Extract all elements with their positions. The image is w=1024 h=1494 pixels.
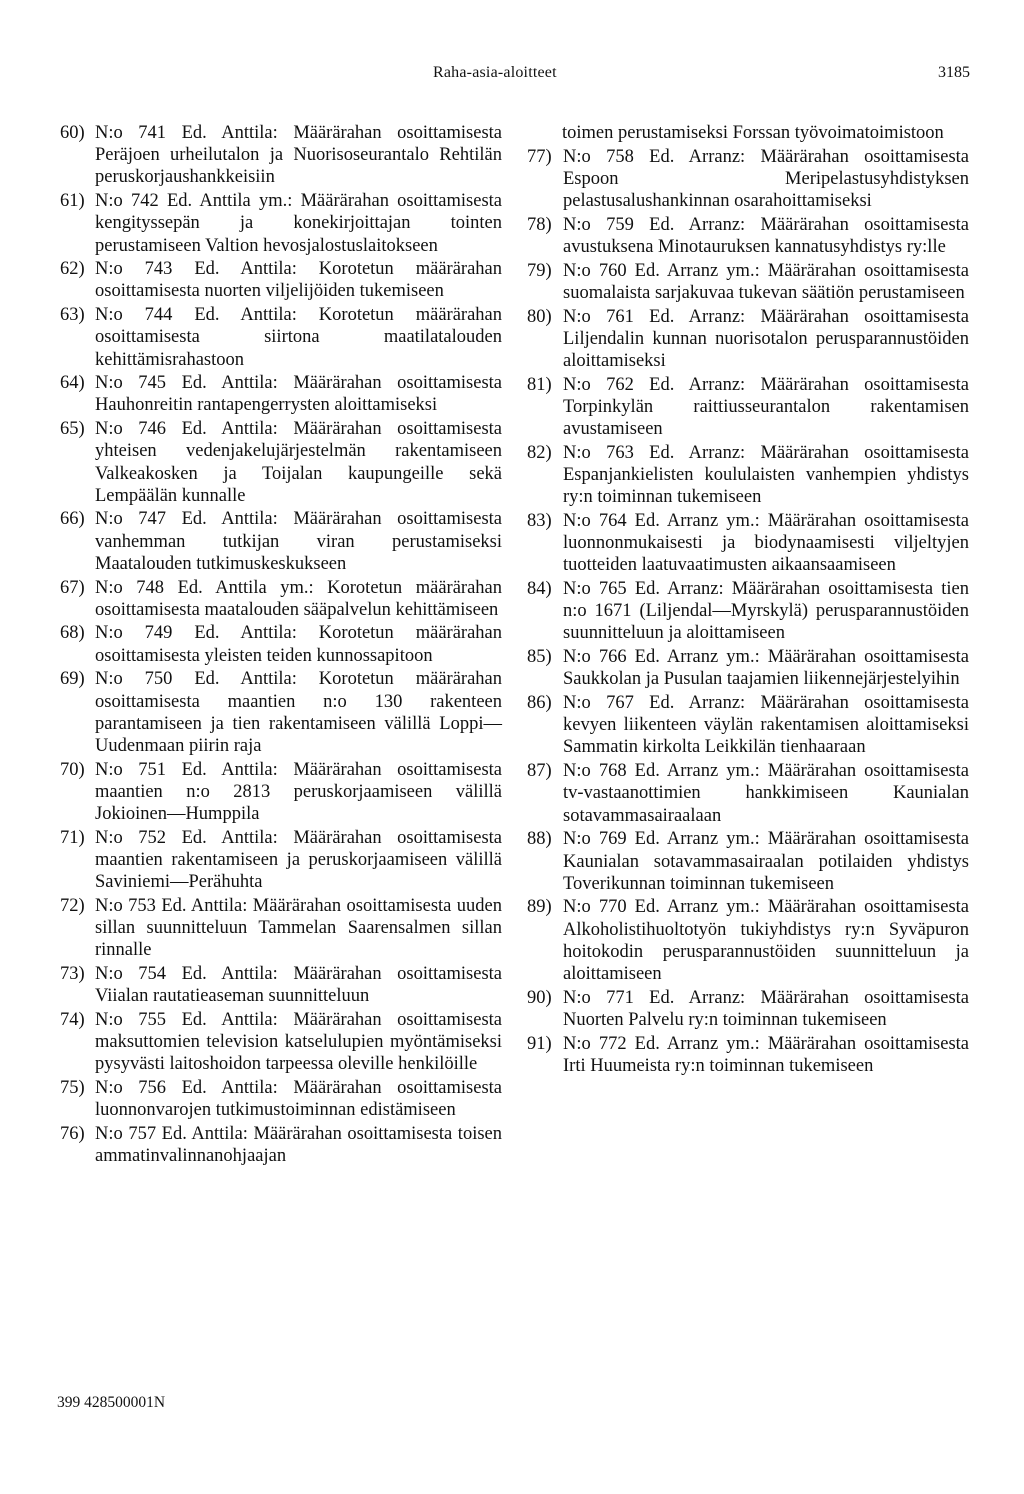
item-text: N:o 751 Ed. Anttila: Määrärahan osoittamisesta maantien n:o 2813 peruskorjaamiseen välillä Jokioinen—Humppila [95, 759, 502, 825]
item-number: 62) [60, 259, 85, 280]
list-item [527, 442, 969, 509]
item-number: 84) [527, 579, 552, 600]
list-item [527, 260, 969, 304]
item-number: 75) [60, 1078, 85, 1099]
list-item [527, 692, 969, 759]
item-text: N:o 746 Ed. Anttila: Määrärahan osoittamisesta yhteisen vedenjakelujärjestelmän rakentamiseen Valkeakosken ja Toijalan kaupungeille sekä Lempäälän kunnalle [95, 419, 502, 506]
list-item [60, 963, 502, 1007]
item-text: N:o 766 Ed. Arranz ym.: Määrärahan osoittamisesta Saukkolan ja Pusulan taajamien liikennejärjestelyihin [563, 647, 969, 690]
item-number: 60) [60, 123, 85, 143]
list-item [60, 418, 502, 507]
list-item [527, 146, 969, 213]
item-text: N:o 756 Ed. Anttila: Määrärahan osoittamisesta luonnonvarojen tutkimustoiminnan edistämiseen [95, 1078, 502, 1121]
item-text: N:o 752 Ed. Anttila: Määrärahan osoittamisesta maantien rakentamiseen ja peruskorjaamiseen välillä Saviniemi—Perähuhta [95, 827, 502, 893]
list-item [527, 306, 969, 373]
item-number: 82) [527, 442, 552, 463]
item-number: 74) [60, 1009, 85, 1030]
item-text: N:o 742 Ed. Anttila ym.: Määrärahan osoittamisesta kengityssepän ja konekirjoittajan tointen perustamiseen Valtion hevosjalostuslaitokseen [95, 191, 502, 256]
item-text: N:o 770 Ed. Arranz ym.: Määrärahan osoittamisesta Alkoholistihuoltotyön tukiyhdistys ry:n Syväpuron hoitokodin perusparannustöiden suunnitteluun ja aloittamiseen [563, 897, 969, 985]
list-item [527, 214, 969, 258]
item-text: N:o 743 Ed. Anttila: Korotetun määrärahan osoittamisesta nuorten viljelijöiden tukemiseen [95, 259, 502, 302]
list-item [527, 510, 969, 577]
item-number: 65) [60, 419, 85, 440]
item-text: N:o 758 Ed. Arranz: Määrärahan osoittamisesta Espoon Meripelastusyhdistyksen pelastusalushankinnan osarahoittamiseksi [563, 146, 969, 212]
item-text: N:o 772 Ed. Arranz ym.: Määrärahan osoittamisesta Irti Huumeista ry:n toiminnan tukemiseen [563, 1033, 969, 1076]
list-item [60, 577, 502, 621]
list-item [60, 122, 502, 189]
item-text: N:o 750 Ed. Anttila: Korotetun määrärahan osoittamisesta maantien n:o 130 rakenteen parantamiseen ja tien rakentamiseen välillä Loppi—Uudenmaan piirin raja [95, 669, 502, 756]
list-item [60, 895, 502, 962]
item-number: 89) [527, 897, 552, 918]
item-text: N:o 741 Ed. Anttila: Määrärahan osoittamisesta Peräjoen urheilutalon ja Nuorisoseurantalo Rehtilän peruskorjaushankkeisiin [95, 123, 502, 188]
item-number: 90) [527, 987, 552, 1008]
item-text: N:o 744 Ed. Anttila: Korotetun määrärahan osoittamisesta siirtona maatilatalouden kehittämisrahastoon [95, 305, 502, 370]
item-number: 67) [60, 577, 85, 598]
page-number: 3185 [938, 64, 970, 81]
list-item [527, 760, 969, 827]
item-number: 73) [60, 964, 85, 985]
list-item [60, 1123, 502, 1167]
item-number: 63) [60, 305, 85, 326]
list-item [60, 1077, 502, 1121]
item-text: N:o 769 Ed. Arranz ym.: Määrärahan osoittamisesta Kaunialan sotavammasairaalan potilaiden yhdistys Toverikunnan toiminnan tukemiseen [563, 829, 969, 894]
list-item [527, 374, 969, 441]
item-number: 83) [527, 510, 552, 531]
item-number: 72) [60, 895, 85, 916]
item-number: 78) [527, 214, 552, 235]
item-number: 81) [527, 374, 552, 395]
item-text: N:o 765 Ed. Arranz: Määrärahan osoittamisesta tien n:o 1671 (Liljendal—Myrskylä) perusparannustöiden suunnitteluun ja aloittamiseen [563, 579, 969, 644]
running-title: Raha-asia-aloitteet [433, 64, 557, 81]
item-text: N:o 755 Ed. Anttila: Määrärahan osoittamisesta maksuttomien television katselulupien myöntämiseksi pysyvästi laitoshoidon tarpeessa oleville henkilöille [95, 1009, 502, 1075]
item-text: N:o 762 Ed. Arranz: Määrärahan osoittamisesta Torpinkylän raittiusseurantalon rakentamisen avustamiseen [563, 374, 969, 440]
list-item [527, 828, 969, 895]
list-item [60, 304, 502, 371]
list-item [527, 987, 969, 1031]
item-text: N:o 753 Ed. Anttila: Määrärahan osoittamisesta uuden sillan suunnitteluun Tammelan Saarensalmen sillan rinnalle [95, 895, 502, 961]
item-text: N:o 771 Ed. Arranz: Määrärahan osoittamisesta Nuorten Palvelu ry:n toiminnan tukemiseen [563, 987, 969, 1030]
item-number: 61) [60, 191, 85, 212]
item-number: 70) [60, 759, 85, 780]
list-item [527, 646, 969, 690]
list-item [60, 508, 502, 575]
item-number: 69) [60, 669, 85, 690]
item-text: N:o 764 Ed. Arranz ym.: Määrärahan osoittamisesta luonnonmukaisesti ja biodynaamisesti viljeltyjen tuotteiden laatuvaatimusten aikaansaamiseen [563, 510, 969, 576]
item-text: N:o 745 Ed. Anttila: Määrärahan osoittamisesta Hauhonreitin rantapengerrysten aloittamiseksi [95, 373, 502, 416]
right-column [527, 122, 969, 1079]
list-item [60, 668, 502, 757]
item-text: N:o 748 Ed. Anttila ym.: Korotetun määrärahan osoittamisesta maatalouden sääpalvelun kehittämiseen [95, 577, 502, 620]
list-item [60, 759, 502, 826]
list-item [60, 372, 502, 416]
item-text: N:o 768 Ed. Arranz ym.: Määrärahan osoittamisesta tv-vastaanottimien hankkimiseen Kaunialan sotavammasairaalaan [563, 761, 969, 826]
item-number: 88) [527, 829, 552, 850]
list-item [60, 258, 502, 302]
item-text: N:o 767 Ed. Arranz: Määrärahan osoittamisesta kevyen liikenteen väylän rakentamisen aloittamiseksi Sammatin kirkolta Leikkilän tienhaaraan [563, 693, 969, 758]
running-header [0, 64, 1024, 88]
footer-code: 399 428500001N [57, 1394, 166, 1411]
item-number: 76) [60, 1123, 85, 1144]
item-number: 86) [527, 693, 552, 714]
item-text: N:o 759 Ed. Arranz: Määrärahan osoittamisesta avustuksena Minotauruksen kannatusyhdistys ry:lle [563, 214, 969, 258]
item-text: N:o 747 Ed. Anttila: Määrärahan osoittamisesta vanhemman tutkijan viran perustamiseksi Maatalouden tutkimuskeskukseen [95, 509, 502, 574]
list-item [527, 896, 969, 985]
item-number: 71) [60, 827, 85, 848]
item-text: N:o 757 Ed. Anttila: Määrärahan osoittamisesta toisen ammatinvalinnanohjaajan [95, 1123, 502, 1167]
item-text: N:o 761 Ed. Arranz: Määrärahan osoittamisesta Liljendalin kunnan nuorisotalon perusparannustöiden aloittamiseksi [563, 306, 969, 372]
item-number: 66) [60, 509, 85, 530]
item-text: N:o 760 Ed. Arranz ym.: Määrärahan osoittamisesta suomalaista sarjakuvaa tukevan säätiön perustamiseen [563, 260, 969, 303]
item-text: N:o 754 Ed. Anttila: Määrärahan osoittamisesta Viialan rautatieaseman suunnitteluun [95, 964, 502, 1007]
item-number: 68) [60, 623, 85, 644]
item-number: 80) [527, 306, 552, 327]
item-number: 79) [527, 260, 552, 281]
item-number: 64) [60, 373, 85, 394]
item-text: N:o 763 Ed. Arranz: Määrärahan osoittamisesta Espanjankielisten koululaisten vanhempien yhdistys ry:n toiminnan tukemiseen [563, 442, 969, 508]
item-number: 85) [527, 647, 552, 668]
list-item [60, 190, 502, 257]
item-number: 91) [527, 1033, 552, 1054]
list-item [60, 1009, 502, 1076]
left-column [60, 122, 502, 1169]
list-item [60, 827, 502, 894]
item-text: N:o 749 Ed. Anttila: Korotetun määrärahan osoittamisesta yleisten teiden kunnossapitoon [95, 623, 502, 666]
list-item [60, 622, 502, 666]
continuation-text: toimen perustamiseksi Forssan työvoimatoimistoon [562, 123, 944, 143]
list-item [527, 578, 969, 645]
list-item [527, 1033, 969, 1077]
item-number: 87) [527, 761, 552, 782]
item-number: 77) [527, 146, 552, 167]
